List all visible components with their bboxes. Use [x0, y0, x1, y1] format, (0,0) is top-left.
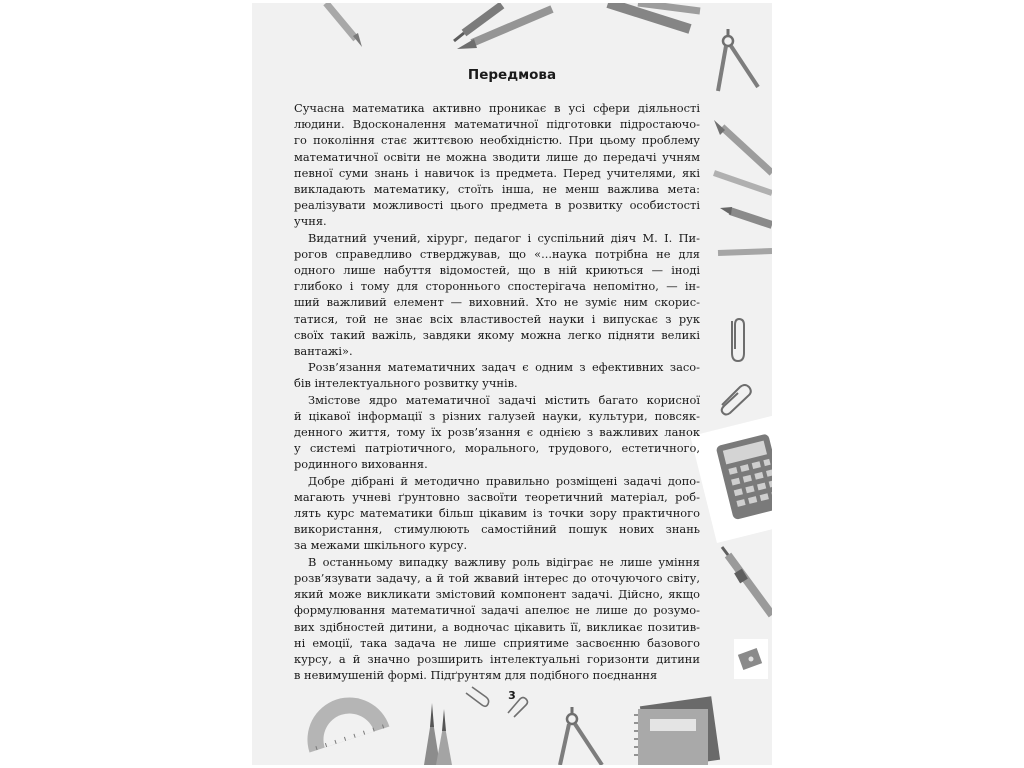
paper-clip-icon [722, 385, 751, 415]
text-line: своїх такий важіль, завдяки якому можна легко підняти великі [294, 327, 700, 342]
text-line: курсу, а й значно розширить інтелектуальні горизонти дитини [294, 651, 700, 666]
pencil-icon [326, 3, 362, 47]
text-line: родинного виховання. [294, 457, 428, 472]
text-line: Змістове ядро математичної задачі містить багато корисної [308, 392, 700, 407]
pencil-icon [718, 251, 772, 253]
text-line: В останньому випадку важливу роль відіграє не лише уміння [308, 554, 700, 569]
book-page [252, 3, 772, 765]
calculator-icon [690, 412, 772, 543]
text-line: бів інтелектуального розвитку учнів. [294, 376, 518, 391]
text-line: одного лише набуття відомостей, що в ній криються — іноді [294, 263, 700, 278]
text-line: у системі патріотичного, морального, трудового, естетичного, [294, 441, 700, 456]
paragraph [294, 230, 700, 360]
text-line: Видатний учений, хірург, педагог і суспільний діяч М. І. Пи- [308, 230, 700, 245]
body-text [294, 100, 700, 683]
paragraph [294, 359, 700, 391]
text-line: математичної освіти не можна зводити лише до передачі учням [294, 149, 700, 164]
paragraph [294, 100, 700, 230]
text-line: який може викликати змістовий компонент задачі. Дійсно, якщо [294, 587, 700, 602]
text-line: го покоління стає життєвою необхідністю. При цьому проблему [294, 133, 700, 148]
pencil-icon [714, 120, 772, 173]
text-line: людини. Вдосконалення математичної підготовки підростаючо- [294, 117, 700, 132]
pencil-icon [720, 207, 772, 225]
notebook-icon [634, 696, 720, 765]
text-line: в невимушеній формі. Підґрунтям для подібного поєднання [294, 668, 658, 683]
pencil-icon [436, 709, 452, 765]
text-line: Розв’язання математичних задач є одним з ефективних засо- [308, 360, 700, 375]
paragraph [294, 554, 700, 684]
pencil-icon [424, 703, 440, 765]
text-line: рогов справедливо стверджував, що «...наука потрібна не для [294, 246, 700, 261]
sharpener-icon [734, 639, 768, 679]
text-line: денного життя, тому їх розв’язання є однією з важливих ланок [294, 425, 700, 440]
text-line: магають учневі ґрунтовно засвоїти теоретичний матеріал, роб- [294, 489, 700, 504]
text-line: глибоко і тому для стороннього спостерігача непомітно, — ін- [294, 279, 700, 294]
pencil-icon [608, 3, 700, 29]
compass-icon [560, 707, 602, 765]
text-line: за межами шкільного курсу. [294, 538, 468, 553]
pen-icon [714, 173, 772, 193]
page-title: Передмова [467, 67, 557, 83]
text-line: Сучасна математика активно проникає в усі сфери діяльності [294, 101, 700, 115]
text-line: ні емоції, така задача не лише сприятиме засвоєнню базового [294, 635, 700, 650]
text-line: викладають математику, стоїть інша, не менш важлива мета: [294, 182, 700, 197]
paragraph [294, 392, 700, 473]
text-line: учня. [294, 214, 327, 229]
text-line: використання, стимулюють самостійний пошук нових знань [294, 522, 700, 537]
pen-icon [722, 547, 772, 615]
text-line: розв’язувати задачу, а й той жвавий інтерес до оточуючого світу, [294, 570, 700, 585]
text-line: й цікавої інформації з різних галузей науки, культури, повсяк- [294, 408, 700, 423]
text-line: вантажі». [294, 344, 353, 359]
paper-clip-icon [732, 319, 744, 361]
paragraph [294, 473, 700, 554]
text-line: певної суми знань і навичок із предмета. Перед учителями, які [294, 165, 700, 180]
text-line: реалізувати можливості цього предмета в розвитку особистості [294, 198, 700, 213]
text-line: татися, той не знає всіх властивостей науки і випускає з рук [294, 311, 700, 326]
text-line: лять курс математики більш цікавим із точки зору практичного [294, 506, 700, 521]
text-line: формулювання математичної задачі апелює не лише до розумо- [294, 603, 700, 618]
text-line: вих здібностей дитини, а водночас цікавить її, викликає позитив- [294, 619, 700, 634]
text-line: ший важливий елемент — виховний. Хто не зуміє ним скорис- [294, 295, 700, 310]
text-line: Добре дібрані й методично правильно розміщені задачі допо- [308, 473, 700, 488]
page-number: 3 [508, 689, 516, 702]
